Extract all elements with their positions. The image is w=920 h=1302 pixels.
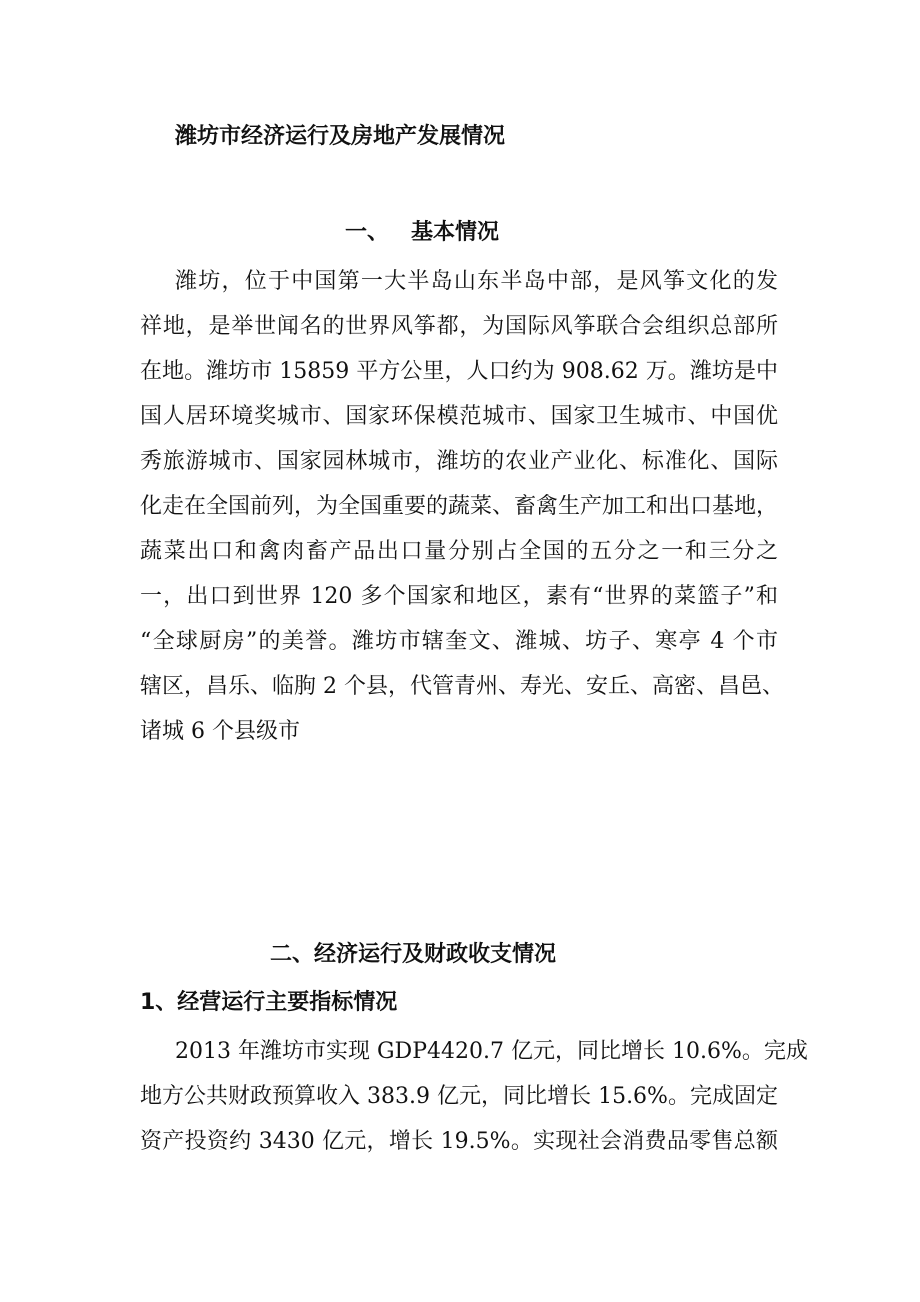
paragraph-line: 地方公共财政预算收入 383.9 亿元，同比增长 15.6%。完成固定 [140,1084,778,1109]
section2-subheading: 1、经营运行主要指标情况 [140,990,398,1015]
paragraph-line: 资产投资约 3430 亿元，增长 19.5%。实现社会消费品零售总额 [140,1129,778,1154]
paragraph-line: 秀旅游城市、国家园林城市，潍坊的农业产业化、标准化、国际 [140,449,778,474]
paragraph-line: 诸城 6 个县级市 [140,719,300,744]
paragraph-line: 化走在全国前列，为全国重要的蔬菜、畜禽生产加工和出口基地， [140,494,779,519]
document-title: 潍坊市经济运行及房地产发展情况 [175,124,506,149]
paragraph-line: 一，出口到世界 120 多个国家和地区，素有“世界的菜篮子”和 [140,584,778,609]
paragraph-line: 潍坊，位于中国第一大半岛山东半岛中部，是风筝文化的发 [175,269,778,294]
section1-heading-text: 基本情况 [411,220,500,245]
paragraph-line: 祥地，是举世闻名的世界风筝都，为国际风筝联合会组织总部所 [140,314,778,339]
paragraph-line: “全球厨房”的美誉。潍坊市辖奎文、潍城、坊子、寒亭 4 个市 [140,629,778,654]
paragraph-line: 在地。潍坊市 15859 平方公里，人口约为 908.62 万。潍坊是中 [140,359,778,384]
paragraph-line: 国人居环境奖城市、国家环保模范城市、国家卫生城市、中国优 [140,404,778,429]
section1-heading [345,218,499,248]
paragraph-line: 蔬菜出口和禽肉畜产品出口量分别占全国的五分之一和三分之 [140,539,778,564]
section2-heading: 二、经济运行及财政收支情况 [270,942,557,967]
section1-number: 一、 [345,220,390,245]
paragraph-line: 2013 年潍坊市实现 GDP4420.7 亿元，同比增长 10.6%。完成 [175,1039,808,1064]
paragraph-line: 辖区，昌乐、临朐 2 个县，代管青州、寿光、安丘、高密、昌邑、 [140,674,784,699]
